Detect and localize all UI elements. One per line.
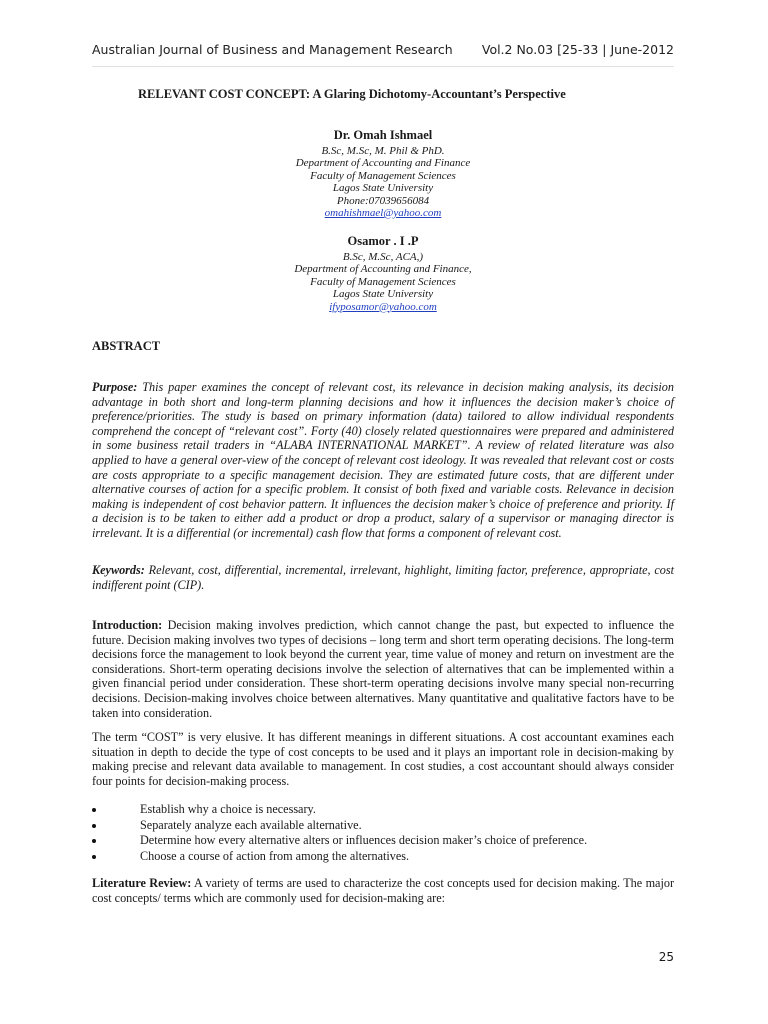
page-number: 25 <box>658 950 674 964</box>
keywords-text: Relevant, cost, differential, incremental, irrelevant, highlight, limiting factor, preference, appropriate, cost indifferent point (CIP). <box>92 563 674 592</box>
journal-name: Australian Journal of Business and Management Research <box>92 42 453 57</box>
author-department: Department of Accounting and Finance <box>295 157 471 169</box>
author-email-link[interactable]: omahishmael@yahoo.com <box>324 207 442 219</box>
literature-review-label: Literature Review: <box>92 876 192 890</box>
bullet-icon <box>92 808 96 812</box>
author-name: Dr. Omah Ishmael <box>333 128 433 142</box>
list-item: Establish why a choice is necessary. <box>92 802 674 818</box>
bullet-icon <box>92 855 96 859</box>
author-block-2 <box>92 235 674 313</box>
author-email-link[interactable]: ifyposamor@yahoo.com <box>329 300 437 313</box>
purpose-label: Purpose: <box>92 380 138 394</box>
author-name: Osamor . I .P <box>347 234 419 248</box>
purpose-paragraph <box>92 380 674 541</box>
cost-paragraph: The term “COST” is very elusive. It has different meanings in different situations. A cost accountant examines each situation in depth to decide the type of cost concepts to be used and it plays an important role in decision-making by making precise and relevant data available to management. In cost studies, a cost accountant should always consider four points for decision-making process. <box>92 730 674 788</box>
introduction-paragraph <box>92 618 674 720</box>
list-item: Determine how every alternative alters or influences decision maker’s choice of preference. <box>92 833 674 849</box>
paper-title: RELEVANT COST CONCEPT: A Glaring Dichotomy-Accountant’s Perspective <box>138 87 566 101</box>
running-header <box>92 42 674 57</box>
author-faculty: Faculty of Management Sciences <box>310 275 456 288</box>
author-degrees: B.Sc, M.Sc, ACA,) <box>342 250 424 263</box>
author-faculty: Faculty of Management Sciences <box>310 169 456 182</box>
author-block-1 <box>92 129 674 220</box>
list-item: Choose a course of action from among the alternatives. <box>92 849 674 865</box>
keywords-paragraph <box>92 563 674 592</box>
decision-points-list <box>92 802 674 864</box>
introduction-text: Decision making involves prediction, which cannot change the past, but expected to influence the future. Decision making involves two types of decisions – long term and short term operating decisions. The long-term decisions force the management to look beyond the current year, time value of money and return on investment are the considerations. Short-term operating decisions involve the selection of alternatives that can be implemented within a given financial period under consideration. These short-term operating decisions involve many special non-recurring decisions. Decision-making involves choice between alternatives. Many quantitative and qualitative factors have to be taken into consideration. <box>92 618 674 720</box>
literature-review-text: A variety of terms are used to characterize the cost concepts used for decision making. The major cost concepts/ terms which are commonly used for decision-making are: <box>92 876 674 905</box>
purpose-text: This paper examines the concept of relevant cost, its relevance in decision making analysis, its decision advantage in both short and long-term planning decisions and how it influences the decision maker’s choice of preference/priorities. The study is based on primary information (data) tailored to allow individual respondents comprehend the concept of “relevant cost”. Forty (40) closely related questionnaires were prepared and administered in some business retail traders in “ALABA INTERNATIONAL MARKET”. A review of related literature was also applied to have a general over-view of the concept of relevant cost ideology. It was revealed that relevant cost or costs are costs appropriate to a specific management decision. They are estimated future costs, that are different under alternative courses of action for a specific problem. It consist of both fixed and variable costs. Relevance in decision making is independent of cost behavior pattern. It influences the decision maker’s choice of preference and priority. If a decision is to be taken to either add a product or drop a product, salary of a supervisor or managing director is irrelevant. It is a differential (or incremental) cash flow that forms a component of relevant cost. <box>92 380 674 540</box>
author-university: Lagos State University <box>332 288 434 300</box>
author-university: Lagos State University <box>332 182 434 194</box>
keywords-label: Keywords: <box>92 563 145 577</box>
bullet-icon <box>92 839 96 843</box>
issue-info: Vol.2 No.03 [25-33 | June-2012 <box>481 42 674 57</box>
author-phone: Phone:07039656084 <box>336 194 430 207</box>
introduction-label: Introduction: <box>92 618 163 632</box>
header-divider <box>92 66 674 67</box>
abstract-heading: ABSTRACT <box>92 339 161 353</box>
literature-review-paragraph <box>92 876 674 905</box>
list-item: Separately analyze each available alternative. <box>92 818 674 834</box>
bullet-icon <box>92 824 96 828</box>
author-department: Department of Accounting and Finance, <box>294 263 472 275</box>
author-degrees: B.Sc, M.Sc, M. Phil & PhD. <box>321 144 445 157</box>
